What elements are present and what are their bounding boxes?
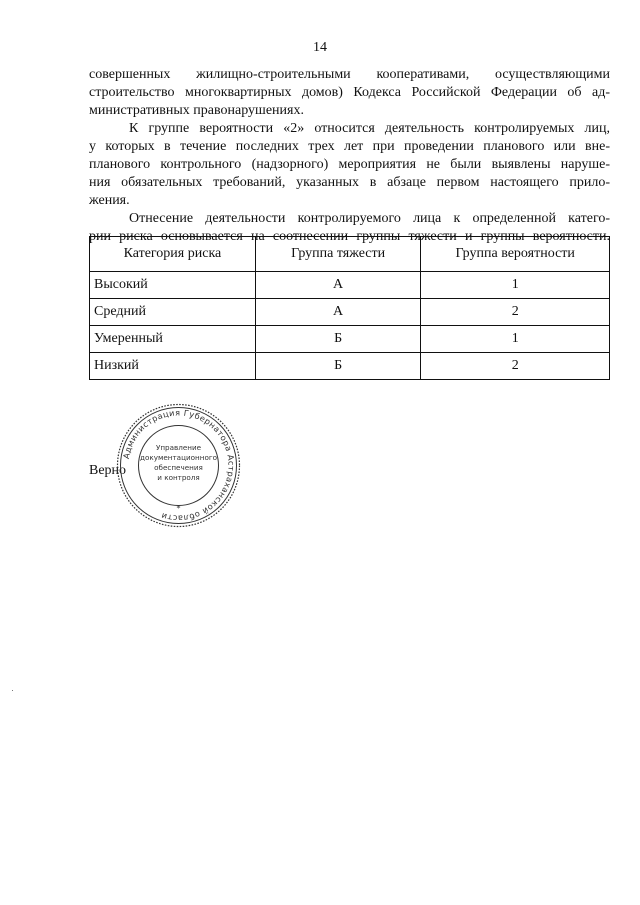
text-line: Отнесение деятельности контролируемого лица к определенной катего- (129, 211, 610, 226)
table-cell: Высокий (90, 272, 256, 299)
table-cell: 2 (421, 299, 610, 326)
stamp-center-line: документационного (139, 453, 218, 462)
table-header-row (90, 237, 610, 272)
table-cell: Б (255, 353, 421, 380)
text-line: ния обязательных требований, указанных в абзаце первом настоящего прило- (89, 175, 610, 190)
text-line: планового контрольного (надзорного) мероприятия не были выявлены наруше- (89, 157, 610, 172)
risk-table (89, 236, 610, 380)
text-line: совершенных жилищно-строительными кооперативами, осуществляющими (89, 67, 610, 82)
verno-label: Верно (89, 463, 127, 478)
table-header-cell: Группа тяжести (255, 237, 421, 272)
official-stamp (116, 403, 241, 528)
text-line: строительство многоквартирных домов) Кодекса Российской Федерации об ад- (89, 85, 610, 100)
stamp-center-line: Управление (155, 443, 202, 452)
text-line: министративных правонарушениях. (89, 103, 304, 118)
text-line: К группе вероятности «2» относится деятельность контролируемых лиц, (129, 121, 610, 136)
paragraph-2 (89, 120, 610, 210)
table-cell: 1 (421, 326, 610, 353)
table-cell: А (255, 299, 421, 326)
stamp-star-icon: * (176, 504, 181, 513)
table-row (90, 326, 610, 353)
stamp-center-line: и контроля (157, 473, 200, 482)
text-line: у которых в течение последних трех лет при проведении планового или вне- (89, 139, 610, 154)
paragraph-1 (89, 66, 610, 120)
table-row (90, 353, 610, 380)
stamp-center-line: обеспечения (154, 463, 203, 472)
table-cell: А (255, 272, 421, 299)
table-cell: Умеренный (90, 326, 256, 353)
table-cell: Низкий (90, 353, 256, 380)
table-header-cell: Группа вероятности (421, 237, 610, 272)
stamp-ring-text: Администрация Губернатора Астраханской области (120, 407, 237, 524)
table-cell: Средний (90, 299, 256, 326)
text-line: жения. (89, 193, 130, 208)
table-cell: Б (255, 326, 421, 353)
table-cell: 1 (421, 272, 610, 299)
table-row (90, 299, 610, 326)
text-line: рии риска основывается на соотнесении группы тяжести и группы вероятности. (89, 229, 610, 244)
page-number: 14 (313, 40, 327, 55)
scan-speck (12, 690, 13, 691)
table-row (90, 272, 610, 299)
table-header-cell: Категория риска (90, 237, 256, 272)
table-cell: 2 (421, 353, 610, 380)
